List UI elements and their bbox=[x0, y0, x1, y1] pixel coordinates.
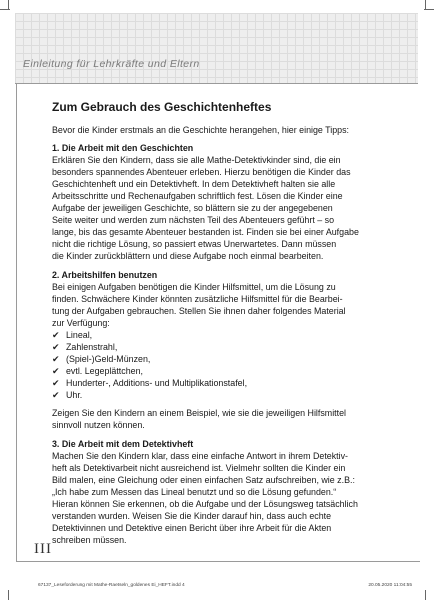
text-line: lange, bis das gesamte Abenteuer bestanden ist. Finden sie bei einer Aufgabe bbox=[52, 227, 359, 237]
section-geschichten bbox=[52, 142, 406, 262]
text-line: Bei einigen Aufgaben benötigen die Kinder Hilfsmittel, um die Lösung zu bbox=[52, 282, 336, 292]
section-arbeitshilfen bbox=[52, 269, 406, 431]
list-item-label: Hunderter-, Additions- und Multiplikationstafel, bbox=[66, 378, 248, 388]
text-line: „Ich habe zum Messen das Lineal benutzt und so die Lösung gefunden.“ bbox=[52, 487, 337, 497]
list-item-label: Lineal, bbox=[66, 330, 93, 340]
list-item-label: evtl. Legeplättchen, bbox=[66, 366, 143, 376]
text-line: zur Verfügung: bbox=[52, 318, 110, 328]
print-slug-filename: 67137_Leseforderung mit Mathe-Raetseln_goldenes Ei_HEFT.indd 4 bbox=[38, 583, 185, 588]
text-line: Bild malen, eine Gleichung oder einen einfachen Satz aufschreiben, wie z.B.: bbox=[52, 475, 355, 485]
text-line: Machen Sie den Kindern klar, dass eine einfache Antwort in ihrem Detektiv- bbox=[52, 451, 348, 461]
text-line: verstanden wurden. Weisen Sie die Kinder darauf hin, dass auch echte bbox=[52, 511, 332, 521]
page-title: Zum Gebrauch des Geschichtenheftes bbox=[52, 100, 272, 114]
text-line: Aufgabe der jeweiligen Geschichte, so blättern sie zu der angegebenen bbox=[52, 203, 333, 213]
text-line: Erklären Sie den Kindern, dass sie alle Mathe-Detektivkinder sind, die ein bbox=[52, 155, 341, 165]
text-line: besonders spannendes Abenteuer erleben. Hierzu benötigen die Kinder das bbox=[52, 167, 351, 177]
text-line: Geschichtenheft und ein Detektivheft. In dem Detektivheft halten sie alle bbox=[52, 179, 336, 189]
page-number: III bbox=[34, 541, 52, 557]
checkmark-icon: ✔ bbox=[52, 354, 60, 364]
section-body bbox=[52, 154, 406, 262]
checkmark-icon: ✔ bbox=[52, 366, 60, 376]
text-line: die Kinder zurückblättern und diese Aufgabe noch einmal bearbeiten. bbox=[52, 251, 324, 261]
list-item bbox=[52, 341, 406, 353]
crop-mark bbox=[424, 9, 434, 10]
section-body bbox=[52, 281, 406, 329]
list-item bbox=[52, 377, 406, 389]
print-slug-timestamp: 20.05.2020 11:04:55 bbox=[368, 583, 412, 588]
checkmark-icon: ✔ bbox=[52, 378, 60, 388]
section-body bbox=[52, 450, 406, 546]
text-line: heft als Detektivarbeit nicht ausreichend ist. Vielmehr sollten die Kinder ein bbox=[52, 463, 346, 473]
text-line: tung der Aufgaben gebrauchen. Stellen Sie ihnen daher folgendes Material bbox=[52, 306, 346, 316]
checkmark-icon: ✔ bbox=[52, 330, 60, 340]
section-body bbox=[52, 407, 406, 431]
header-rule bbox=[15, 83, 418, 84]
text-line: finden. Schwächere Kinder könnten zusätzliche Hilfsmittel für die Bearbei- bbox=[52, 294, 343, 304]
main-content bbox=[52, 100, 406, 553]
list-item bbox=[52, 389, 406, 401]
materials-list bbox=[52, 329, 406, 401]
text-line: sinnvoll nutzen können. bbox=[52, 420, 145, 430]
text-line: nicht die richtige Lösung, so passiert etwas Unerwartetes. Dann müssen bbox=[52, 239, 337, 249]
list-item bbox=[52, 353, 406, 365]
text-line: Seite weiter und werden zum nächsten Teil des Abenteuers geführt – so bbox=[52, 215, 335, 225]
crop-mark bbox=[8, 590, 9, 600]
text-line: Hieran können Sie erkennen, ob die Aufgabe und der Lösungsweg tatsächlich bbox=[52, 499, 358, 509]
text-line: Zeigen Sie den Kindern an einem Beispiel, wie sie die jeweiligen Hilfsmittel bbox=[52, 408, 347, 418]
intro-text: Bevor die Kinder erstmals an die Geschichte herangehen, hier einige Tipps: bbox=[52, 125, 349, 135]
crop-mark bbox=[425, 590, 426, 600]
checkmark-icon: ✔ bbox=[52, 342, 60, 352]
section-heading: 2. Arbeitshilfen benutzen bbox=[52, 270, 158, 280]
header-grid-band bbox=[15, 13, 418, 83]
text-line: Arbeitsschritte und Rechenaufgaben schriftlich fest. Lösen die Kinder eine bbox=[52, 191, 343, 201]
header-title: Einleitung für Lehrkräfte und Eltern bbox=[23, 58, 200, 70]
list-item-label: Uhr. bbox=[66, 390, 83, 400]
checkmark-icon: ✔ bbox=[52, 390, 60, 400]
footer-rule bbox=[16, 561, 420, 562]
list-item-label: (Spiel-)Geld-Münzen, bbox=[66, 354, 151, 364]
section-heading: 3. Die Arbeit mit dem Detektivheft bbox=[52, 439, 194, 449]
text-line: schreiben müssen. bbox=[52, 535, 127, 545]
text-line: Detektivinnen und Detektive einen Bericht über ihre Arbeit für die Akten bbox=[52, 523, 332, 533]
section-detektivheft bbox=[52, 438, 406, 546]
section-heading: 1. Die Arbeit mit den Geschichten bbox=[52, 143, 194, 153]
margin-line bbox=[16, 84, 17, 562]
list-item bbox=[52, 365, 406, 377]
list-item bbox=[52, 329, 406, 341]
list-item-label: Zahlenstrahl, bbox=[66, 342, 118, 352]
crop-mark bbox=[0, 9, 10, 10]
